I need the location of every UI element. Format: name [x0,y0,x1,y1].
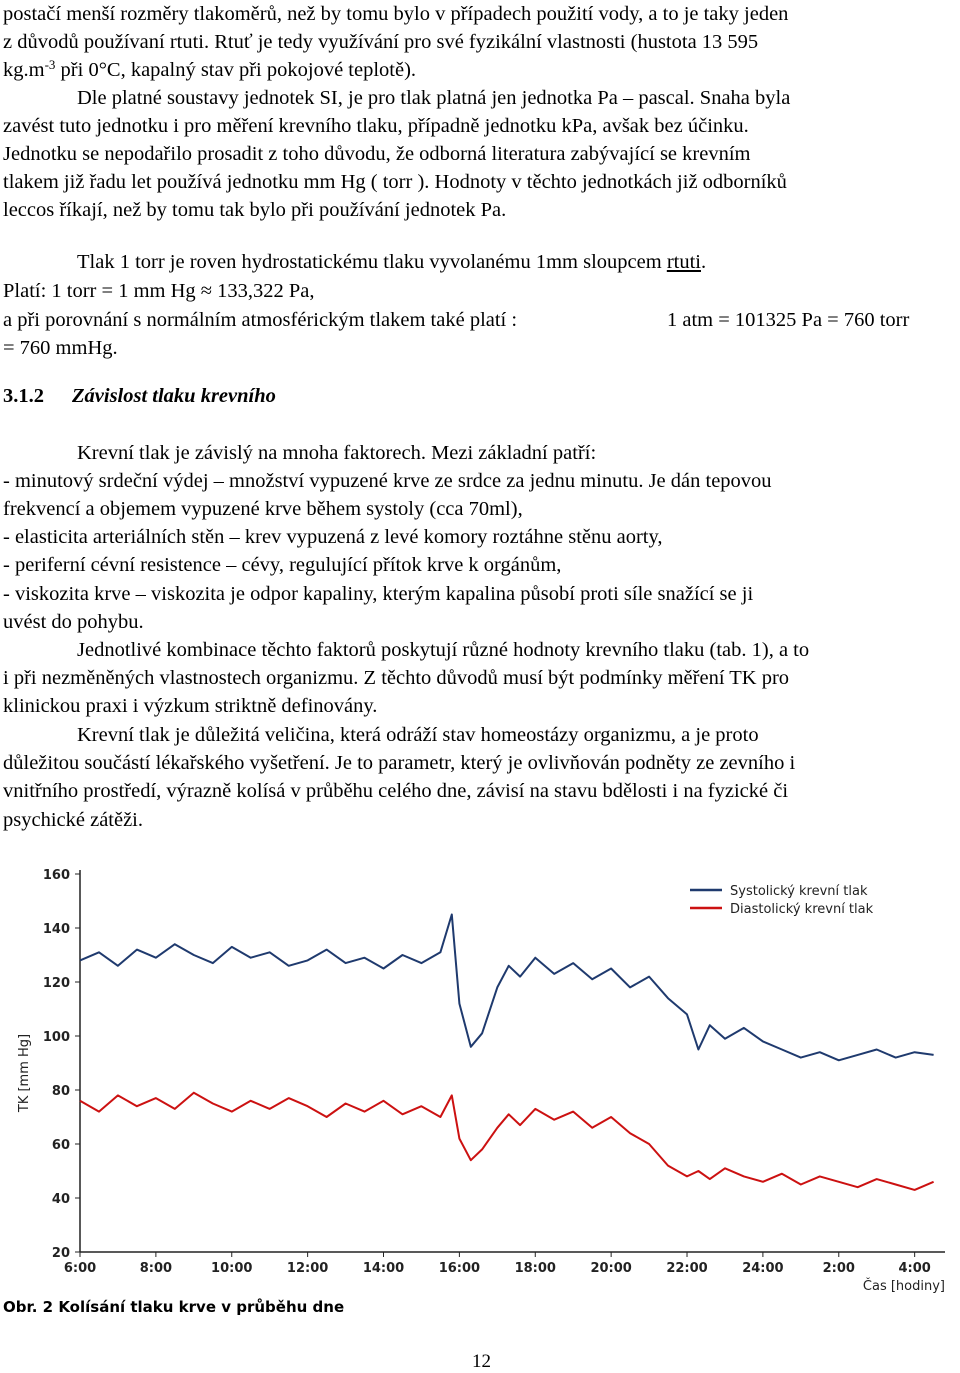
x-tick-label: 20:00 [590,1261,632,1276]
text-line: Krevní tlak je důležitá veličina, která odráží stav homeostázy organizmu, a je proto [77,724,759,746]
text-line: Jednotlivé kombinace těchto faktorů poskytují různé hodnoty krevního tlaku (tab. 1), a to [77,639,810,661]
x-tick-label: 24:00 [742,1261,784,1276]
y-tick-label: 160 [42,868,70,883]
blood-pressure-chart [0,860,960,1300]
text-line: tlakem již řadu let používá jednotku mm Hg ( torr ). Hodnoty v těchto jednotkách již odborníků [3,171,787,193]
exponent: -3 [44,57,56,72]
series-line-systolic [80,915,934,1061]
section-number: 3.1.2 [3,385,44,407]
text-line: důležitou součástí lékařského vyšetření. Je to parametr, který je ovlivňován podněty ze zevního i [3,752,796,774]
text-line: a při porovnání s normálním atmosférickým tlakem také platí : [3,309,518,331]
page-number: 12 [472,1351,491,1372]
text-line: Jednotku se nepodařilo prosadit z toho důvodu, že odborná literatura zabývající se krevním [3,143,751,165]
x-axis-label: Čas [hodiny] [862,1279,945,1294]
y-tick-label: 140 [42,922,70,937]
text-line: postačí menší rozměry tlakoměrů, než by tomu bylo v případech použití vody, a to je taky jeden [3,3,789,25]
text-line: uvést do pohybu. [3,611,144,633]
x-tick-label: 12:00 [286,1261,329,1276]
x-tick-label: 18:00 [514,1261,556,1276]
y-tick-label: 100 [42,1030,70,1045]
y-tick-label: 40 [51,1192,70,1207]
x-tick-label: 2:00 [822,1261,855,1276]
figure-caption: Obr. 2 Kolísání tlaku krve v průběhu dne [3,1298,345,1316]
text-line: Krevní tlak je závislý na mnoha faktorech. Mezi základní patří: [77,442,597,464]
y-tick-label: 120 [42,976,70,991]
y-axis-label: TK [mm Hg] [17,1033,32,1113]
x-tick-label: 6:00 [63,1261,97,1276]
x-tick-label: 4:00 [898,1261,931,1276]
legend-label: Diastolický krevní tlak [730,902,874,917]
link-rtuti[interactable]: rtuti [666,251,701,273]
text-line: vnitřního prostředí, výrazně kolísá v průběhu celého dne, závisí na stavu bdělosti i na fyzické či [3,780,789,802]
text-line: Tlak 1 torr je roven hydrostatickému tlaku vyvolanému 1mm sloupcem rtuti. [77,251,707,273]
text-line: - periferní cévní resistence – cévy, regulující přítok krve k orgánům, [3,554,562,576]
text-line: zavést tuto jednotku i pro měření krevního tlaku, případně jednotku kPa, avšak bez účinku. [3,115,749,137]
section-heading [3,382,276,410]
x-tick-label: 16:00 [438,1261,481,1276]
chart-svg [0,860,960,1300]
x-tick-label: 10:00 [211,1261,253,1276]
y-tick-label: 20 [51,1246,70,1261]
x-tick-label: 8:00 [139,1261,173,1276]
series-line-diastolic [80,1093,934,1190]
text-line: frekvencí a objemem vypuzené krve během systoly (cca 70ml), [3,498,523,520]
formula-line: 1 atm = 101325 Pa = 760 torr [667,309,910,331]
x-tick-label: 14:00 [362,1261,405,1276]
text-line: Dle platné soustavy jednotek SI, je pro tlak platná jen jednotka Pa – pascal. Snaha byla [77,87,791,109]
text-line: leccos říkají, než by tomu tak bylo při používání jednotek Pa. [3,199,507,221]
text-line: - minutový srdeční výdej – množství vypuzené krve ze srdce za jednu minutu. Je dán tepovou [3,470,772,492]
y-tick-label: 80 [51,1084,70,1099]
text-line: - elasticita arteriálních stěn – krev vypuzená z levé komory roztáhne stěnu aorty, [3,526,663,548]
text-line: $kg.m^{-3}$ při 0°C, kapalný stav při pokojové teplotě). [3,57,417,81]
text-line: = 760 mmHg. [3,337,118,359]
text-line: psychické zátěži. [3,809,144,831]
y-tick-label: 60 [51,1138,70,1153]
section-title: Závislost tlaku krevního [72,385,276,407]
text-line: klinickou praxi i výzkum striktně definovány. [3,695,378,717]
legend-label: Systolický krevní tlak [730,884,868,899]
text-line: z důvodů používaní rtuti. Rtuť je tedy využívání pro své fyzikální vlastnosti (hustota 13 595 [3,31,759,53]
text-line: i při nezměněných vlastnostech organizmu. Z těchto důvodů musí být podmínky měření TK pro [3,667,790,689]
text-line: - viskozita krve – viskozita je odpor kapaliny, kterým kapalina působí proti síle snažící se ji [3,583,754,605]
x-tick-label: 22:00 [666,1261,708,1276]
formula-line: Platí: 1 torr = 1 mm Hg ≈ 133,322 Pa, [3,280,315,302]
